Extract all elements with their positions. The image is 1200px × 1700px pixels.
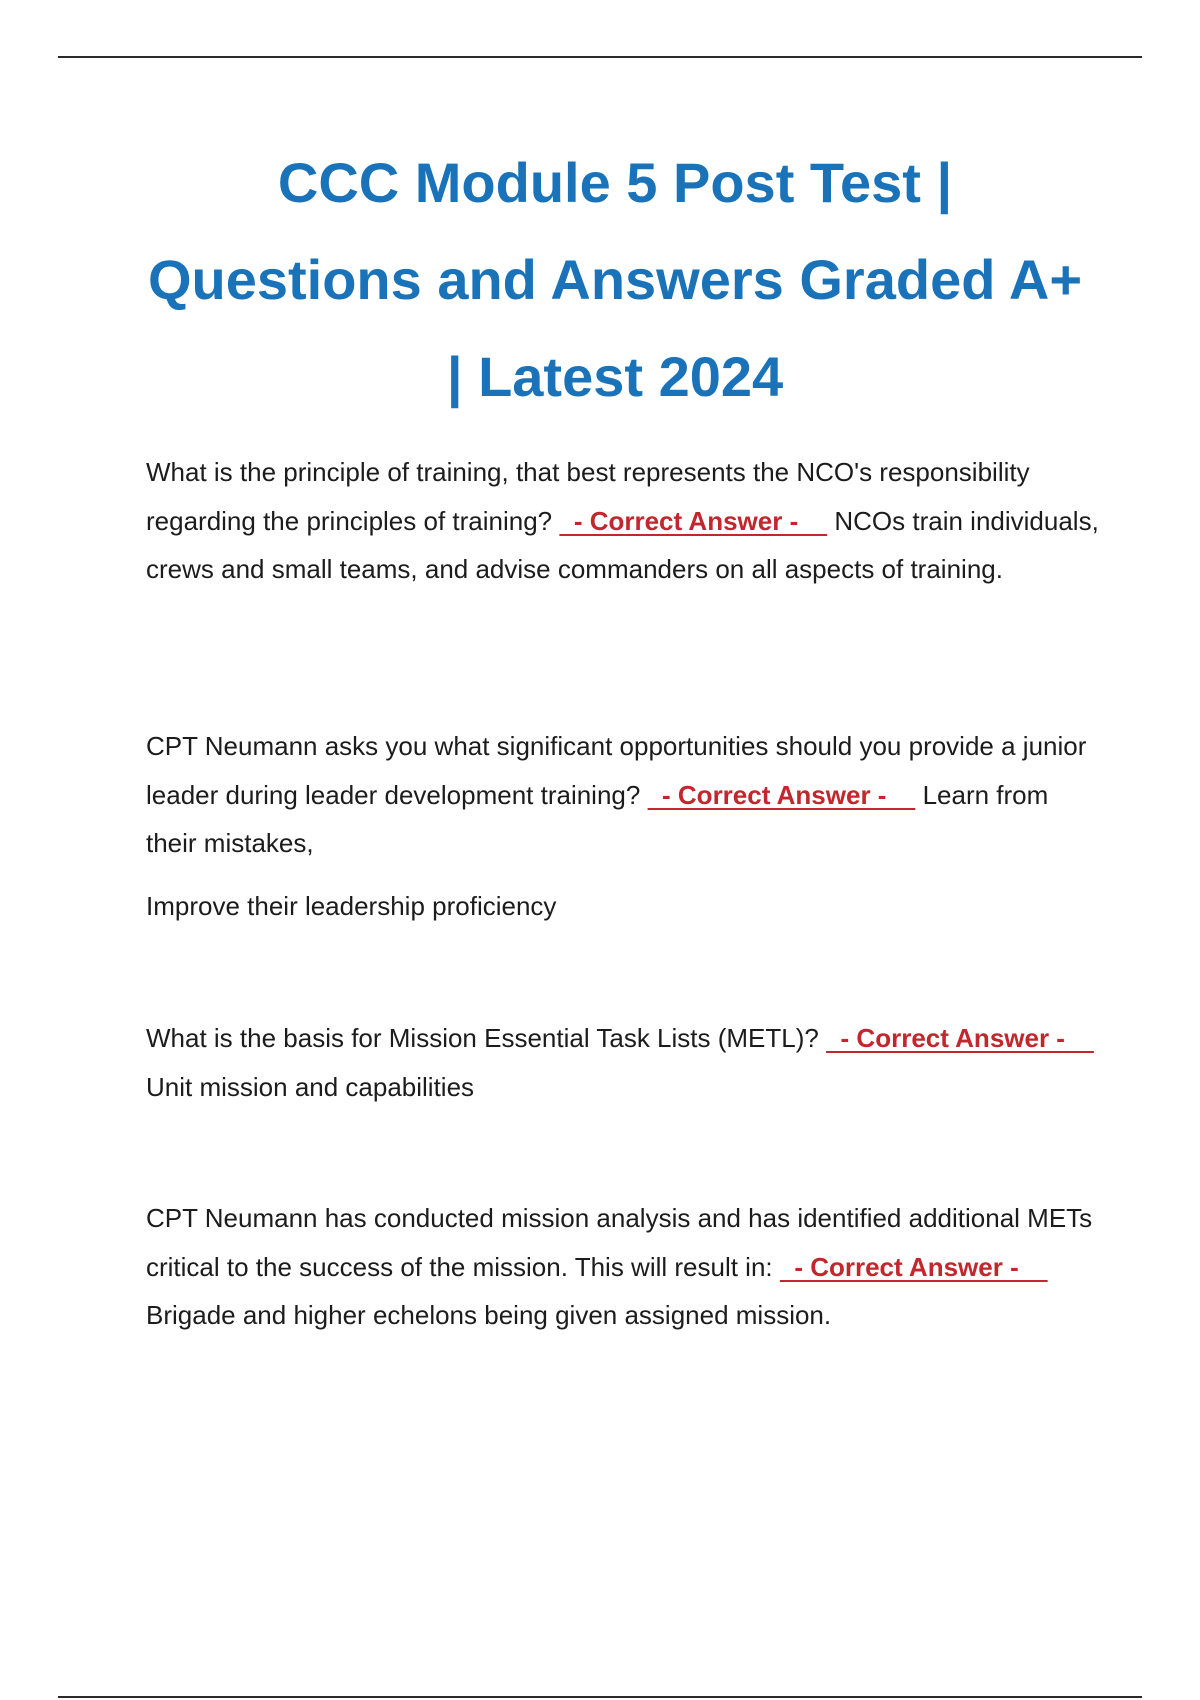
question-text: What is the basis for Mission Essential Task Lists (METL)?: [146, 1023, 819, 1053]
qa-paragraph: [146, 448, 1106, 594]
qa-item-4: [146, 1194, 1106, 1340]
title-line-1: CCC Module 5 Post Test |: [277, 151, 953, 214]
qa-item-3: [146, 1014, 1106, 1111]
answer-text: Brigade and higher echelons being given assigned mission.: [146, 1300, 832, 1330]
bottom-divider: [58, 1696, 1142, 1698]
question-text: CPT Neumann has conducted mission analysis and has identified additional METs critical to the success of the mission. This will result in:: [146, 1203, 1093, 1282]
title-line-2: Questions and Answers Graded A+: [147, 248, 1083, 311]
qa-paragraph: [146, 1014, 1106, 1111]
top-divider: [58, 56, 1142, 58]
qa-item-2: [146, 722, 1106, 930]
document-title: [130, 134, 1100, 425]
correct-answer-marker: - Correct Answer -: [559, 505, 828, 536]
question-text: CPT Neumann asks you what significant opportunities should you provide a junior leader during leader development training?: [146, 731, 1087, 810]
question-text: What is the principle of training, that best represents the NCO's responsibility regarding the principles of training?: [146, 457, 1030, 536]
title-line-3: | Latest 2024: [446, 345, 784, 408]
answer-continuation: Improve their leadership proficiency: [146, 890, 557, 921]
answer-text: NCOs train individuals, crews and small teams, and advise commanders on all aspects of training.: [146, 505, 1099, 584]
qa-item-1: [146, 448, 1106, 594]
answer-text: Unit mission and capabilities: [146, 1071, 475, 1102]
correct-answer-marker: - Correct Answer -: [647, 779, 916, 810]
qa-paragraph: [146, 1194, 1106, 1340]
correct-answer-marker: - Correct Answer -: [779, 1251, 1048, 1282]
answer-text: Learn from their mistakes,: [146, 779, 1049, 858]
correct-answer-marker: - Correct Answer -: [826, 1023, 1094, 1053]
qa-paragraph: [146, 722, 1106, 868]
